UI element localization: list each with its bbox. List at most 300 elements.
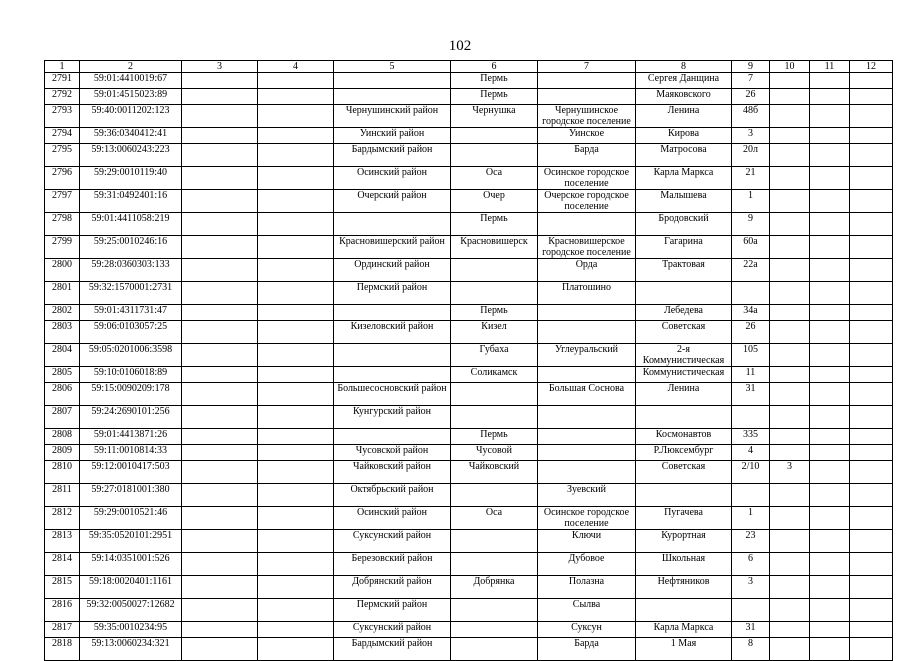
table-cell: 59:01:4410019:67 bbox=[80, 73, 182, 89]
table-cell bbox=[451, 406, 538, 429]
table-cell: Дубовое bbox=[538, 553, 636, 576]
table-cell: Малышева bbox=[636, 190, 732, 213]
table-cell bbox=[258, 282, 334, 305]
table-cell bbox=[810, 190, 850, 213]
table-cell bbox=[732, 282, 770, 305]
table-cell bbox=[182, 622, 258, 638]
page-number: 102 bbox=[448, 38, 472, 54]
table-cell bbox=[770, 367, 810, 383]
table-cell bbox=[770, 429, 810, 445]
table-cell bbox=[538, 445, 636, 461]
table-cell bbox=[850, 638, 893, 661]
table-cell: Красновишерск bbox=[451, 236, 538, 259]
table-cell bbox=[538, 461, 636, 484]
table-cell bbox=[770, 321, 810, 344]
table-cell bbox=[258, 622, 334, 638]
table-cell bbox=[258, 484, 334, 507]
table-cell: 59:29:0010521:46 bbox=[80, 507, 182, 530]
table-cell: Чусовской район bbox=[334, 445, 451, 461]
table-cell bbox=[182, 305, 258, 321]
table-cell bbox=[850, 259, 893, 282]
table-cell: 1 bbox=[732, 507, 770, 530]
table-cell bbox=[182, 105, 258, 128]
table-cell bbox=[850, 305, 893, 321]
table-row bbox=[45, 406, 893, 429]
table-cell: Чернушинское городское поселение bbox=[538, 105, 636, 128]
table-cell bbox=[182, 484, 258, 507]
table-cell: 2796 bbox=[45, 167, 80, 190]
column-header: 11 bbox=[810, 61, 850, 73]
table-cell bbox=[258, 530, 334, 553]
table-cell: Пугачева bbox=[636, 507, 732, 530]
table-cell: 59:11:0010814:33 bbox=[80, 445, 182, 461]
table-cell bbox=[850, 507, 893, 530]
table-cell: 2816 bbox=[45, 599, 80, 622]
table-cell: Школьная bbox=[636, 553, 732, 576]
table-cell bbox=[850, 406, 893, 429]
table-cell bbox=[770, 406, 810, 429]
table-cell: 3 bbox=[732, 576, 770, 599]
table-cell bbox=[770, 445, 810, 461]
table-cell bbox=[258, 383, 334, 406]
table-cell bbox=[770, 128, 810, 144]
table-cell bbox=[182, 530, 258, 553]
table-cell: 1 Мая bbox=[636, 638, 732, 661]
table-cell bbox=[258, 638, 334, 661]
table-cell: 59:10:0106018:89 bbox=[80, 367, 182, 383]
table-cell bbox=[810, 553, 850, 576]
column-header: 10 bbox=[770, 61, 810, 73]
column-header: 2 bbox=[80, 61, 182, 73]
table-cell: 26 bbox=[732, 321, 770, 344]
table-cell bbox=[182, 553, 258, 576]
table-cell bbox=[451, 530, 538, 553]
table-cell: 22а bbox=[732, 259, 770, 282]
table-cell: 2-я Коммунистическая bbox=[636, 344, 732, 367]
table-cell bbox=[258, 576, 334, 599]
table-cell bbox=[732, 484, 770, 507]
table-cell: Бродовский bbox=[636, 213, 732, 236]
table-cell: Очерское городское поселение bbox=[538, 190, 636, 213]
table-cell: 59:06:0103057:25 bbox=[80, 321, 182, 344]
table-cell: Чернушка bbox=[451, 105, 538, 128]
table-cell: Красновишерское городское поселение bbox=[538, 236, 636, 259]
table-cell: 2809 bbox=[45, 445, 80, 461]
table-row bbox=[45, 167, 893, 190]
table-cell: Трактовая bbox=[636, 259, 732, 282]
table-cell: Оса bbox=[451, 167, 538, 190]
table-cell bbox=[850, 383, 893, 406]
table-cell: 59:01:4311731:47 bbox=[80, 305, 182, 321]
table-row bbox=[45, 530, 893, 553]
table-cell: 59:24:2690101:256 bbox=[80, 406, 182, 429]
table-cell: 31 bbox=[732, 622, 770, 638]
table-cell bbox=[810, 259, 850, 282]
table-cell: 2812 bbox=[45, 507, 80, 530]
table-cell bbox=[810, 461, 850, 484]
table-cell bbox=[258, 599, 334, 622]
table-cell: 2814 bbox=[45, 553, 80, 576]
table-cell: 2794 bbox=[45, 128, 80, 144]
table-cell bbox=[850, 553, 893, 576]
table-cell bbox=[451, 144, 538, 167]
table-cell bbox=[334, 213, 451, 236]
table-cell: Добрянский район bbox=[334, 576, 451, 599]
table-cell: Бардымский район bbox=[334, 144, 451, 167]
table-row bbox=[45, 507, 893, 530]
table-cell: Суксунский район bbox=[334, 622, 451, 638]
table-row bbox=[45, 344, 893, 367]
table-cell bbox=[538, 305, 636, 321]
table-cell: 2810 bbox=[45, 461, 80, 484]
column-header: 1 bbox=[45, 61, 80, 73]
table-row bbox=[45, 367, 893, 383]
table-cell: Кизеловский район bbox=[334, 321, 451, 344]
table-cell bbox=[182, 73, 258, 89]
table-cell: 2798 bbox=[45, 213, 80, 236]
table-cell bbox=[770, 89, 810, 105]
table-cell: Большесосновский район bbox=[334, 383, 451, 406]
table-cell bbox=[732, 599, 770, 622]
table-cell bbox=[810, 236, 850, 259]
table-cell: 59:28:0360303:133 bbox=[80, 259, 182, 282]
table-cell bbox=[182, 445, 258, 461]
table-cell bbox=[258, 507, 334, 530]
table-row bbox=[45, 73, 893, 89]
table-cell bbox=[182, 259, 258, 282]
table-cell bbox=[810, 367, 850, 383]
table-cell: Углеуральский bbox=[538, 344, 636, 367]
table-cell bbox=[850, 144, 893, 167]
table-cell: 20л bbox=[732, 144, 770, 167]
table-cell: Губаха bbox=[451, 344, 538, 367]
table-cell: 11 bbox=[732, 367, 770, 383]
table-cell: 2817 bbox=[45, 622, 80, 638]
table-cell: Пермь bbox=[451, 73, 538, 89]
table-cell bbox=[334, 305, 451, 321]
table-cell: Пермь bbox=[451, 305, 538, 321]
table-cell bbox=[770, 484, 810, 507]
table-cell: 59:14:0351001:526 bbox=[80, 553, 182, 576]
table-cell: Полазна bbox=[538, 576, 636, 599]
table-cell bbox=[258, 553, 334, 576]
table-cell bbox=[770, 599, 810, 622]
table-cell: Карла Маркса bbox=[636, 167, 732, 190]
table-cell: Р.Люксембург bbox=[636, 445, 732, 461]
table-cell bbox=[850, 89, 893, 105]
table-cell bbox=[810, 321, 850, 344]
table-cell bbox=[770, 213, 810, 236]
registry-table bbox=[44, 60, 893, 661]
table-cell bbox=[770, 507, 810, 530]
table-cell: Кирова bbox=[636, 128, 732, 144]
table-cell: 9 bbox=[732, 213, 770, 236]
table-cell: Коммунистическая bbox=[636, 367, 732, 383]
table-cell: 2805 bbox=[45, 367, 80, 383]
table-cell: 59:36:0340412:41 bbox=[80, 128, 182, 144]
table-cell bbox=[451, 128, 538, 144]
table-row bbox=[45, 622, 893, 638]
table-cell bbox=[182, 144, 258, 167]
table-cell: 4 bbox=[732, 445, 770, 461]
table-cell bbox=[538, 367, 636, 383]
table-cell bbox=[810, 144, 850, 167]
table-cell bbox=[810, 73, 850, 89]
table-cell: Ординский район bbox=[334, 259, 451, 282]
table-cell: 59:40:0011202:123 bbox=[80, 105, 182, 128]
table-cell bbox=[258, 89, 334, 105]
table-cell: 59:29:0010119:40 bbox=[80, 167, 182, 190]
table-cell: 48б bbox=[732, 105, 770, 128]
table-cell bbox=[258, 259, 334, 282]
table-cell bbox=[850, 484, 893, 507]
table-cell bbox=[810, 282, 850, 305]
table-cell bbox=[258, 429, 334, 445]
table-cell bbox=[182, 344, 258, 367]
table-cell: Чайковский район bbox=[334, 461, 451, 484]
table-cell: 2791 bbox=[45, 73, 80, 89]
table-cell bbox=[850, 367, 893, 383]
table-cell: 6 bbox=[732, 553, 770, 576]
table-cell: 2807 bbox=[45, 406, 80, 429]
table-row bbox=[45, 461, 893, 484]
table-cell: Сергея Данщина bbox=[636, 73, 732, 89]
table-cell bbox=[258, 190, 334, 213]
table-cell bbox=[770, 236, 810, 259]
table-cell: Осинское городское поселение bbox=[538, 167, 636, 190]
table-cell: Советская bbox=[636, 321, 732, 344]
table-cell: 2808 bbox=[45, 429, 80, 445]
table-cell bbox=[770, 553, 810, 576]
table-cell bbox=[810, 429, 850, 445]
table-cell: Пермь bbox=[451, 213, 538, 236]
table-cell: 59:12:0010417:503 bbox=[80, 461, 182, 484]
table-cell: Барда bbox=[538, 144, 636, 167]
table-cell: Нефтяников bbox=[636, 576, 732, 599]
table-cell bbox=[850, 190, 893, 213]
table-cell: 59:18:0020401:1161 bbox=[80, 576, 182, 599]
table-cell bbox=[258, 344, 334, 367]
table-row bbox=[45, 144, 893, 167]
table-row bbox=[45, 213, 893, 236]
table-cell bbox=[810, 89, 850, 105]
table-cell: Очерский район bbox=[334, 190, 451, 213]
table-cell bbox=[258, 213, 334, 236]
table-cell: Барда bbox=[538, 638, 636, 661]
table-cell bbox=[258, 406, 334, 429]
table-cell: 2815 bbox=[45, 576, 80, 599]
table-cell bbox=[810, 638, 850, 661]
column-header: 12 bbox=[850, 61, 893, 73]
table-cell bbox=[258, 73, 334, 89]
table-cell bbox=[810, 622, 850, 638]
table-cell bbox=[850, 236, 893, 259]
table-cell bbox=[451, 383, 538, 406]
table-row bbox=[45, 259, 893, 282]
table-row bbox=[45, 445, 893, 461]
table-row bbox=[45, 638, 893, 661]
table-cell bbox=[334, 429, 451, 445]
table-cell: Пермь bbox=[451, 89, 538, 105]
table-cell: 31 bbox=[732, 383, 770, 406]
table-cell bbox=[850, 213, 893, 236]
table-cell bbox=[451, 599, 538, 622]
table-cell: Березовский район bbox=[334, 553, 451, 576]
table-cell: 59:35:0010234:95 bbox=[80, 622, 182, 638]
table-cell bbox=[770, 576, 810, 599]
table-cell bbox=[850, 167, 893, 190]
table-cell: Матросова bbox=[636, 144, 732, 167]
table-cell: Осинское городское поселение bbox=[538, 507, 636, 530]
table-cell bbox=[538, 213, 636, 236]
table-cell: Зуевский bbox=[538, 484, 636, 507]
table-cell bbox=[182, 128, 258, 144]
table-cell: 59:25:0010246:16 bbox=[80, 236, 182, 259]
table-cell: 2795 bbox=[45, 144, 80, 167]
table-cell bbox=[334, 73, 451, 89]
table-cell: 59:01:4413871:26 bbox=[80, 429, 182, 445]
table-cell bbox=[334, 344, 451, 367]
table-cell: Оса bbox=[451, 507, 538, 530]
table-cell bbox=[810, 599, 850, 622]
table-cell: 59:01:4411058:219 bbox=[80, 213, 182, 236]
table-cell bbox=[258, 128, 334, 144]
table-cell: 335 bbox=[732, 429, 770, 445]
table-cell bbox=[258, 105, 334, 128]
table-cell: Суксун bbox=[538, 622, 636, 638]
table-cell: Орда bbox=[538, 259, 636, 282]
table-cell: Октябрьский район bbox=[334, 484, 451, 507]
table-row bbox=[45, 105, 893, 128]
table-cell: 2797 bbox=[45, 190, 80, 213]
table-cell bbox=[258, 167, 334, 190]
table-cell bbox=[810, 344, 850, 367]
table-cell bbox=[258, 445, 334, 461]
column-header: 5 bbox=[334, 61, 451, 73]
column-header: 4 bbox=[258, 61, 334, 73]
table-cell bbox=[850, 429, 893, 445]
table-cell: 59:13:0060243:223 bbox=[80, 144, 182, 167]
table-cell: Ленина bbox=[636, 105, 732, 128]
table-cell bbox=[334, 367, 451, 383]
table-cell bbox=[770, 622, 810, 638]
table-cell: Чернушинский район bbox=[334, 105, 451, 128]
table-cell: Уинский район bbox=[334, 128, 451, 144]
table-cell bbox=[850, 599, 893, 622]
column-header: 3 bbox=[182, 61, 258, 73]
table-cell bbox=[258, 236, 334, 259]
table-cell bbox=[182, 321, 258, 344]
column-header: 8 bbox=[636, 61, 732, 73]
table-cell bbox=[770, 167, 810, 190]
table-cell bbox=[850, 73, 893, 89]
table-cell: Кизел bbox=[451, 321, 538, 344]
table-cell bbox=[810, 576, 850, 599]
table-cell bbox=[636, 599, 732, 622]
table-cell bbox=[770, 105, 810, 128]
table-cell bbox=[770, 144, 810, 167]
table-cell: 21 bbox=[732, 167, 770, 190]
column-header: 7 bbox=[538, 61, 636, 73]
table-cell bbox=[810, 213, 850, 236]
table-cell: Уинское bbox=[538, 128, 636, 144]
table-cell bbox=[258, 144, 334, 167]
table-cell: Чайковский bbox=[451, 461, 538, 484]
table-cell: Гагарина bbox=[636, 236, 732, 259]
table-cell bbox=[770, 383, 810, 406]
table-cell bbox=[850, 105, 893, 128]
table-cell: Пермь bbox=[451, 429, 538, 445]
table-cell bbox=[810, 507, 850, 530]
table-row bbox=[45, 576, 893, 599]
table-cell bbox=[770, 282, 810, 305]
table-cell bbox=[538, 321, 636, 344]
table-cell bbox=[810, 445, 850, 461]
table-cell: Большая Соснова bbox=[538, 383, 636, 406]
table-cell: 1 bbox=[732, 190, 770, 213]
table-cell: 2806 bbox=[45, 383, 80, 406]
table-row bbox=[45, 484, 893, 507]
table-cell: 59:05:0201006:3598 bbox=[80, 344, 182, 367]
table-cell bbox=[334, 89, 451, 105]
table-row bbox=[45, 383, 893, 406]
column-header: 9 bbox=[732, 61, 770, 73]
table-cell: Ленина bbox=[636, 383, 732, 406]
table-cell: 59:13:0060234:321 bbox=[80, 638, 182, 661]
table-row bbox=[45, 128, 893, 144]
table-cell bbox=[451, 484, 538, 507]
table-cell bbox=[636, 484, 732, 507]
table-cell bbox=[258, 367, 334, 383]
table-cell bbox=[810, 128, 850, 144]
table-cell: 23 bbox=[732, 530, 770, 553]
table-cell: Космонавтов bbox=[636, 429, 732, 445]
table-cell: 34а bbox=[732, 305, 770, 321]
table-row bbox=[45, 599, 893, 622]
table-row bbox=[45, 321, 893, 344]
table-cell: 2800 bbox=[45, 259, 80, 282]
table-cell bbox=[182, 507, 258, 530]
table-cell: 2804 bbox=[45, 344, 80, 367]
table-cell: Советская bbox=[636, 461, 732, 484]
table-body bbox=[45, 73, 893, 661]
table-cell: 26 bbox=[732, 89, 770, 105]
table-row bbox=[45, 282, 893, 305]
table-cell bbox=[850, 321, 893, 344]
table-cell bbox=[182, 429, 258, 445]
table-cell: 2792 bbox=[45, 89, 80, 105]
table-cell: 7 bbox=[732, 73, 770, 89]
table-cell: 59:32:0050027:12682 bbox=[80, 599, 182, 622]
table-cell bbox=[850, 282, 893, 305]
table-cell bbox=[850, 445, 893, 461]
table-cell: 2801 bbox=[45, 282, 80, 305]
table-cell: 59:01:4515023:89 bbox=[80, 89, 182, 105]
table-cell bbox=[770, 190, 810, 213]
table-cell bbox=[451, 282, 538, 305]
table-cell: Соликамск bbox=[451, 367, 538, 383]
table-cell bbox=[182, 367, 258, 383]
table-cell bbox=[182, 406, 258, 429]
table-cell: Платошино bbox=[538, 282, 636, 305]
table-row bbox=[45, 305, 893, 321]
table-cell bbox=[538, 406, 636, 429]
table-cell bbox=[636, 282, 732, 305]
table-cell bbox=[451, 259, 538, 282]
table-cell: 2803 bbox=[45, 321, 80, 344]
table-cell: Красновишерский район bbox=[334, 236, 451, 259]
table-cell: Очер bbox=[451, 190, 538, 213]
